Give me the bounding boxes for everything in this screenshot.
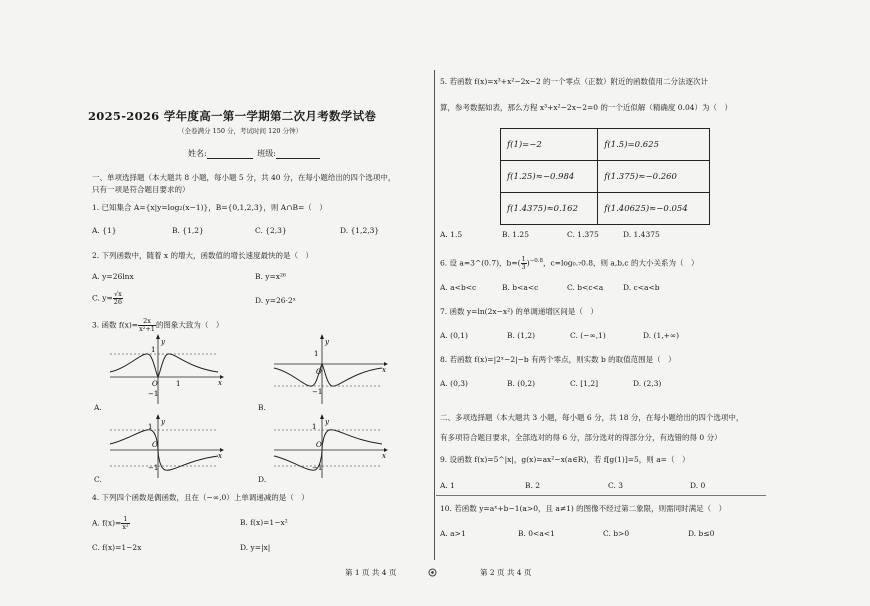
section2-heading-1: 二、多项选择题（本大题共 3 小题，每小题 6 分，共 18 分，在每小题给出的四个选项中，	[440, 413, 744, 422]
q5-option-c: C. 1.375	[567, 230, 599, 239]
name-field	[188, 148, 320, 159]
svg-text:1: 1	[312, 423, 317, 431]
q3-graph-c	[108, 414, 224, 480]
q10-option-a: A. a>1	[440, 529, 466, 538]
table-cell: f(1)=−2	[501, 129, 598, 161]
class-label: 班级:	[257, 149, 276, 158]
q7-option-c: C. (−∞,1)	[570, 331, 606, 340]
q5-option-b: B. 1.25	[502, 230, 529, 239]
q3-label-a: A.	[94, 403, 102, 412]
svg-text:1: 1	[148, 423, 153, 431]
q2-stem: 2. 下列函数中，随着 x 的增大，函数值的增长速度最快的是（ ）	[92, 251, 314, 260]
q5-stem-2: 算，参考数据如表，那么方程 x³+x²−2x−2=0 的一个近似解（精确度 0.04）为（ ）	[440, 103, 733, 112]
table-row	[501, 129, 710, 161]
q4-stem: 4. 下列四个函数是偶函数，且在（−∞,0）上单调递减的是（ ）	[92, 493, 309, 502]
q5-option-d: D. 1.4375	[623, 230, 660, 239]
table-row	[501, 193, 710, 225]
table-cell: f(1.375)≈−0.260	[598, 161, 710, 193]
q6-option-c: C. b<c<a	[567, 283, 604, 292]
svg-text:O: O	[316, 441, 322, 449]
q10-option-b: B. 0<a<1	[518, 529, 555, 538]
q6-stem: 6. 设 a=3^(0.7)，b=( $\frac{1}{3}$ )$^{-0.8}$，c=log₀.₇0.8，则 a,b,c 的大小关系为（ ）	[440, 255, 699, 271]
q8-option-d: D. (2,3)	[633, 379, 662, 388]
svg-text:−1: −1	[312, 464, 323, 472]
q4-option-c: C. f(x)=1−2x	[92, 543, 142, 552]
section2-heading-2: 有多项符合题目要求，全部选对的得 6 分，部分选对的得部分分，有选错的得 0 分）	[440, 433, 722, 442]
q1-stem: 1. 已知集合 A={x|y=log₂(x−1)}，B={0,1,2,3}，则 A∩B=（ ）	[92, 203, 327, 212]
svg-text:y: y	[325, 418, 329, 426]
q5-stem-1: 5. 若函数 f(x)=x³+x²−2x−2 的一个零点（正数）附近的函数值用二分法逐次计	[440, 77, 709, 86]
q6-option-d: D. c<a<b	[623, 283, 660, 292]
q5-option-a: A. 1.5	[440, 230, 463, 239]
name-label: 姓名:	[188, 149, 207, 158]
table-cell: f(1.4375)≈0.162	[501, 193, 598, 225]
exam-title: 2025-2026 学年度高一第一学期第二次月考数学试卷	[88, 109, 377, 123]
table-cell: f(1.40625)≈−0.054	[598, 193, 710, 225]
q2-option-c: C. y= $\frac{√x}{26}$	[92, 290, 123, 306]
svg-text:1: 1	[176, 380, 181, 388]
svg-text:x: x	[382, 366, 386, 374]
table-cell: f(1.25)≈−0.984	[501, 161, 598, 193]
svg-text:−1: −1	[148, 464, 159, 472]
q8-stem: 8. 若函数 f(x)=|2ˣ−2|−b 有两个零点，则实数 b 的取值范围是（ ）	[440, 355, 676, 364]
q9-option-d: D. 0	[690, 481, 706, 490]
svg-text:−1: −1	[148, 390, 159, 398]
svg-text:1: 1	[151, 346, 156, 354]
svg-text:1: 1	[314, 350, 319, 358]
page-number-left: 第 1 页 共 4 页	[345, 568, 397, 577]
q2-option-a: A. y=26lnx	[92, 272, 134, 281]
q2-option-b: B. y=x²⁶	[255, 272, 287, 281]
q1-option-a: A. {1}	[92, 226, 117, 235]
exam-subtitle: （全卷满分 150 分，考试时间 120 分钟）	[178, 127, 303, 135]
q1-option-b: B. {1,2}	[172, 226, 204, 235]
page-number-right: 第 2 页 共 4 页	[480, 568, 532, 577]
q9-option-a: A. 1	[440, 481, 455, 490]
svg-text:y: y	[161, 418, 165, 426]
q7-option-d: D. (1,+∞)	[643, 331, 680, 340]
q8-option-a: A. (0,3)	[440, 379, 468, 388]
q4-option-a: A. f(x)= $\frac{1}{\text{x²}}$	[92, 515, 129, 531]
q3-graph-b	[272, 334, 388, 406]
q10-separator	[436, 495, 766, 496]
q10-option-d: D. b≤0	[688, 529, 715, 538]
table-row	[501, 161, 710, 193]
q4-option-b: B. f(x)=1−x²	[240, 518, 288, 527]
q8-option-b: B. (0,2)	[507, 379, 536, 388]
q4-option-d: D. y=|x|	[240, 543, 271, 552]
binding-hole-icon	[428, 568, 437, 577]
svg-text:y: y	[161, 338, 165, 346]
section1-heading-2: 只有一项是符合题目要求的）	[92, 185, 190, 194]
q2-option-d: D. y=26·2ˣ	[255, 296, 296, 305]
q5-data-table	[500, 128, 710, 225]
q3-label-b: B.	[258, 403, 266, 412]
q8-option-c: C. [1,2]	[570, 379, 599, 388]
svg-text:y: y	[325, 338, 329, 346]
svg-text:O: O	[316, 368, 322, 376]
svg-text:−1: −1	[312, 388, 323, 396]
page-divider	[434, 70, 435, 560]
svg-text:x: x	[382, 452, 386, 460]
q1-option-c: C. {2,3}	[255, 226, 287, 235]
q3-graph-d	[272, 414, 388, 480]
svg-text:x: x	[218, 452, 222, 460]
q3-label-c: C.	[94, 475, 102, 484]
table-cell: f(1.5)=0.625	[598, 129, 710, 161]
q6-option-a: A. a<b<c	[440, 283, 477, 292]
section1-heading-1: 一、单项选择题（本大题共 8 小题，每小题 5 分，共 40 分，在每小题给出的四个选项中，	[92, 173, 396, 182]
q3-stem: 3. 函数 f(x)= $\frac{2x}{\text{x²+1}}$ 的图象大致为（ ）	[92, 317, 224, 333]
q10-option-c: C. b>0	[603, 529, 630, 538]
q9-stem: 9. 设函数 f(x)=5^|x|，g(x)=ax²−x(a∈R)，若 f[g(1)]=5，则 a=（ ）	[440, 455, 690, 464]
q7-option-a: A. (0,1)	[440, 331, 468, 340]
svg-text:O: O	[152, 441, 158, 449]
q9-option-b: B. 2	[525, 481, 541, 490]
svg-text:O: O	[152, 380, 158, 388]
q7-option-b: B. (1,2)	[507, 331, 536, 340]
q3-graph-a	[108, 334, 224, 406]
q9-option-c: C. 3	[608, 481, 624, 490]
q6-option-b: B. b<a<c	[502, 283, 539, 292]
q10-stem: 10. 若函数 y=aˣ+b−1(a>0，且 a≠1) 的图像不经过第二象限，则需同时满足（ ）	[440, 504, 727, 513]
q1-option-d: D. {1,2,3}	[340, 226, 380, 235]
q7-stem: 7. 函数 y=ln(2x−x²) 的单调递增区间是（ ）	[440, 307, 598, 316]
svg-text:x: x	[218, 379, 222, 387]
q3-label-d: D.	[258, 475, 267, 484]
